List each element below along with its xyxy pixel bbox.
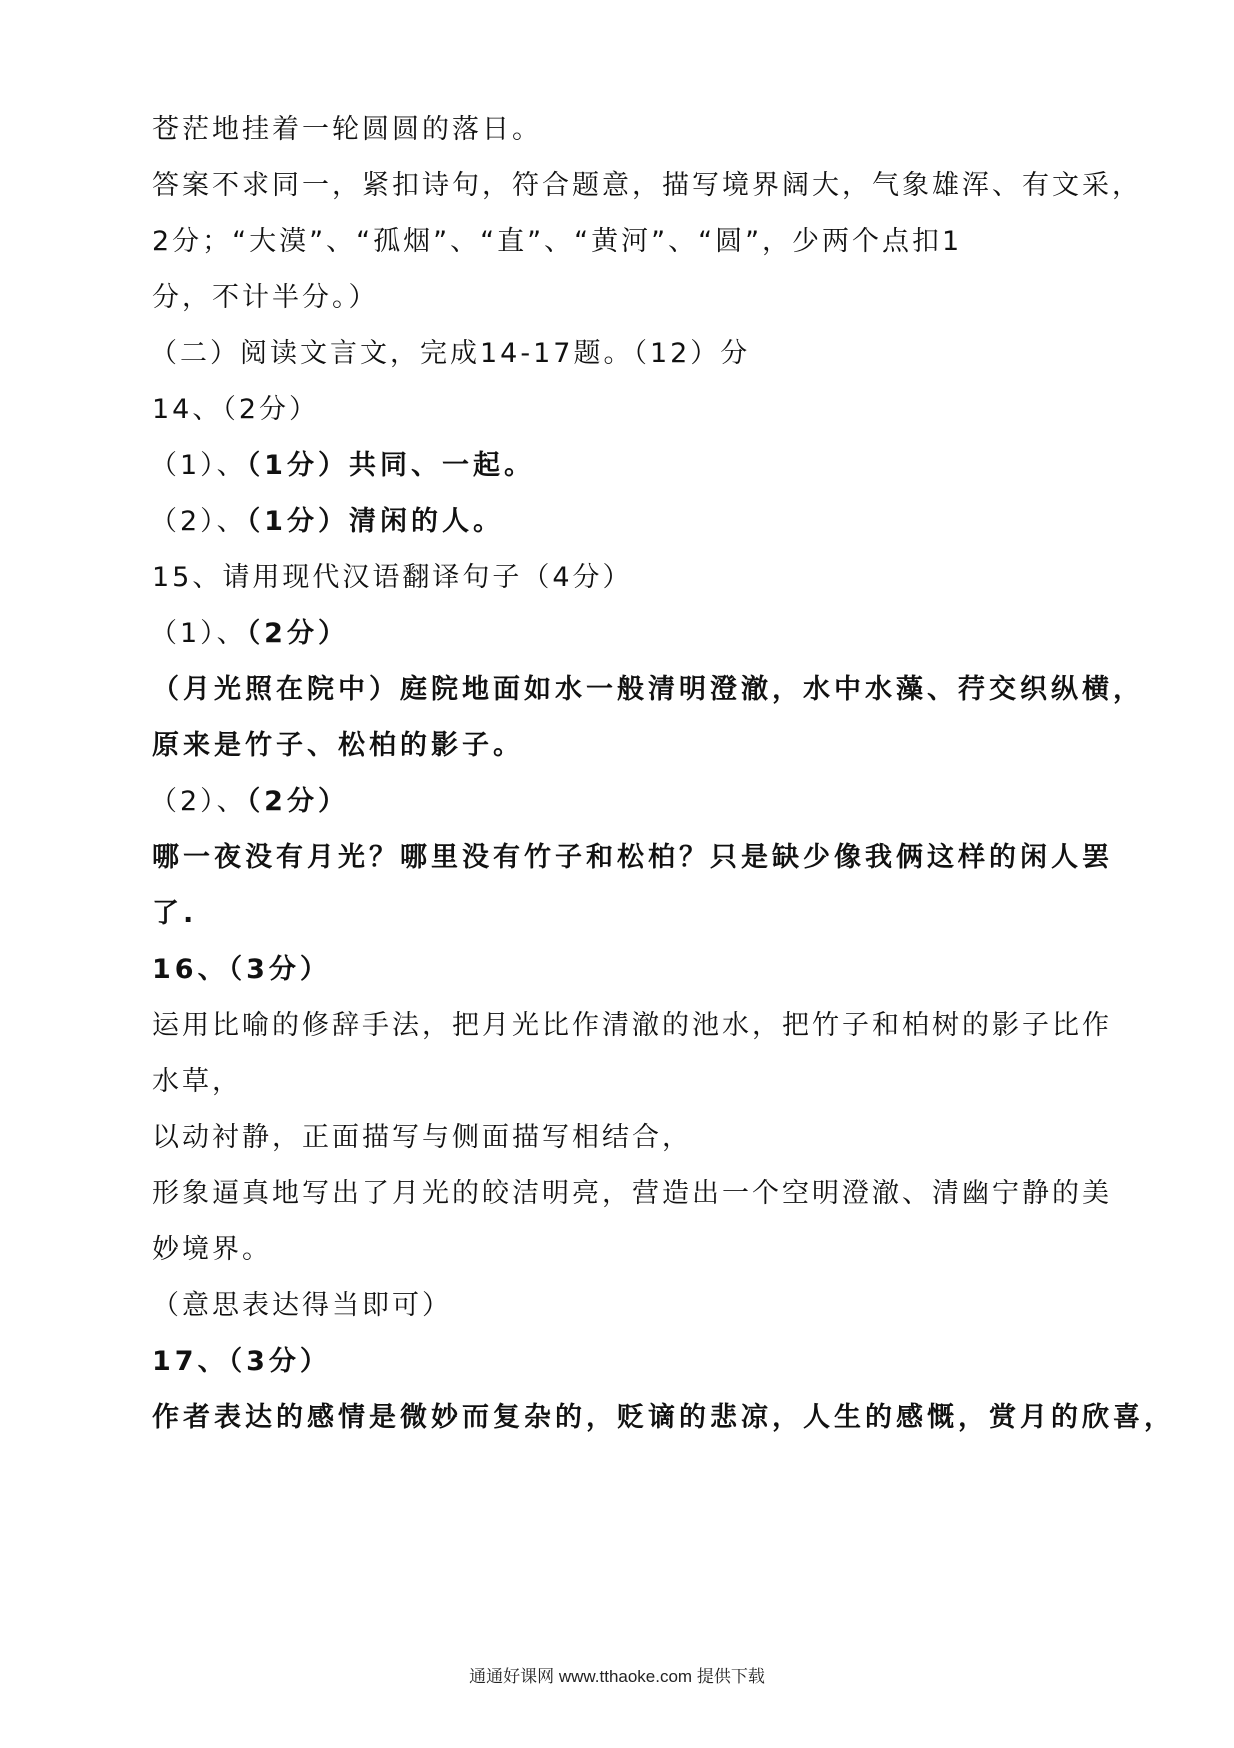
- answer-text: 作者表达的感情是微妙而复杂的，贬谪的悲凉，人生的感慨，赏月的欣喜，: [152, 1402, 1175, 1433]
- answer-text: 了.: [152, 898, 198, 929]
- text-line: 运用比喻的修辞手法，把月光比作清澈的池水，把竹子和柏树的影子比作: [152, 1010, 1112, 1041]
- answer-number: （1）、: [150, 450, 247, 481]
- question-heading-16: 16、（3分）: [152, 954, 331, 985]
- text-line: 苍茫地挂着一轮圆圆的落日。: [152, 114, 542, 145]
- answer-text: （月光照在院中）庭院地面如水一般清明澄澈，水中水藻、荇交织纵横，: [152, 674, 1144, 705]
- answer-score: （2分）: [246, 786, 349, 817]
- answer-text: （1分）清闲的人。: [246, 506, 504, 537]
- text-line: 水草，: [152, 1066, 242, 1097]
- answer-score: （2分）: [246, 618, 349, 649]
- text-line: 答案不求同一，紧扣诗句，符合题意，描写境界阔大，气象雄浑、有文采，: [152, 170, 1142, 201]
- answer-number: （2）、: [150, 786, 247, 817]
- text-line: 妙境界。: [152, 1234, 272, 1265]
- answer-number: （2）、: [150, 506, 247, 537]
- answer-text: 哪一夜没有月光？哪里没有竹子和松柏？只是缺少像我俩这样的闲人罢: [152, 842, 1113, 873]
- answer-line: [150, 504, 504, 540]
- section-heading: （二）阅读文言文，完成14-17题。（12）分: [150, 338, 751, 369]
- question-heading-14: 14、（2分）: [152, 394, 320, 425]
- text-line: 以动衬静，正面描写与侧面描写相结合，: [152, 1122, 692, 1153]
- text-line: 分，不计半分。）: [152, 282, 379, 313]
- text-line: 2分；“大漠”、“孤烟”、“直”、“黄河”、“圆”，少两个点扣1: [152, 226, 963, 257]
- answer-number: （1）、: [150, 618, 247, 649]
- answer-line: [150, 616, 349, 652]
- text-line: 形象逼真地写出了月光的皎洁明亮，营造出一个空明澄澈、清幽宁静的美: [152, 1178, 1112, 1209]
- answer-text: （1分）共同、一起。: [246, 450, 535, 481]
- answer-text: 原来是竹子、松柏的影子。: [152, 730, 524, 761]
- page-footer: 通通好课网 www.tthaoke.com 提供下载: [469, 1667, 765, 1686]
- answer-line: [150, 784, 349, 820]
- text-line: （意思表达得当即可）: [152, 1290, 452, 1321]
- question-heading-15: 15、请用现代汉语翻译句子（4分）: [152, 562, 633, 593]
- answer-line: [150, 448, 535, 484]
- question-heading-17: 17、（3分）: [152, 1346, 331, 1377]
